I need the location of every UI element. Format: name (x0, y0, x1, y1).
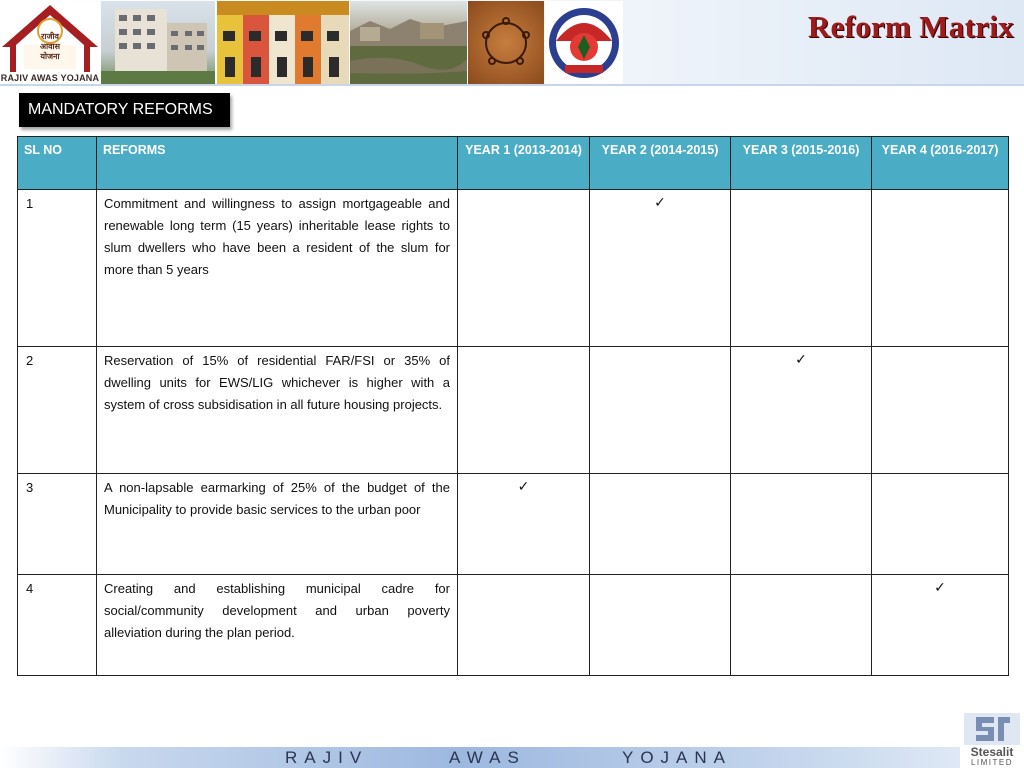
year-cell (590, 190, 731, 347)
year-cell (872, 575, 1009, 676)
check-mark-icon: ✓ (795, 351, 807, 367)
logo-caption: RAJIV AWAS YOJANA (0, 73, 100, 83)
year-cell (458, 347, 590, 474)
year-cell (458, 190, 590, 347)
header-year-2: YEAR 2 (2014-2015) (590, 137, 731, 190)
header-sl-no: SL NO (18, 137, 97, 190)
table-row (18, 474, 1009, 575)
footer-word: RAJIV (285, 748, 369, 767)
row-reform-text: Reservation of 15% of residential FAR/FSI or 35% of dwelling units for EWS/LIG whichever is higher with a system of cross subsidisation in all future housing projects. (97, 347, 458, 474)
row-sl-number: 3 (18, 474, 97, 575)
colorful-houses-photo (217, 1, 349, 84)
table-header-row (18, 137, 1009, 190)
page-title: Reform Matrix (807, 9, 1014, 44)
slum-area-photo (350, 1, 467, 84)
year-cell (872, 347, 1009, 474)
reform-matrix-table (17, 136, 1009, 676)
row-sl-number: 1 (18, 190, 97, 347)
header-reforms: REFORMS (97, 137, 458, 190)
row-reform-text: A non-lapsable earmarking of 25% of the budget of the Municipality to provide basic services to the urban poor (97, 474, 458, 575)
brand-name: Stesalit (970, 745, 1014, 759)
year-cell (731, 347, 872, 474)
header-year-1: YEAR 1 (2013-2014) (458, 137, 590, 190)
check-mark-icon: ✓ (934, 579, 946, 595)
footer-word: AWAS (449, 748, 526, 767)
year-cell (590, 347, 731, 474)
row-reform-text: Creating and establishing municipal cadre for social/community development and urban poverty alleviation during the plan period. (97, 575, 458, 676)
row-sl-number: 4 (18, 575, 97, 676)
apartment-building-photo (101, 1, 215, 84)
banner-divider (0, 84, 1024, 86)
community-circle-photo (468, 1, 544, 84)
table-row (18, 575, 1009, 676)
year-cell (731, 575, 872, 676)
year-cell (731, 190, 872, 347)
year-cell (872, 474, 1009, 575)
municipal-emblem (545, 1, 623, 84)
stesalit-logo (960, 711, 1024, 768)
check-mark-icon: ✓ (517, 478, 530, 494)
year-cell (731, 474, 872, 575)
year-cell (590, 474, 731, 575)
logo-hindi-text: राजीव आवास योजना (39, 31, 61, 61)
table-row (18, 347, 1009, 474)
brand-sub: LIMITED (970, 758, 1014, 767)
row-reform-text: Commitment and willingness to assign mortgageable and renewable long term (15 years) inheritable lease rights to slum dwellers who have been a resident of the slum for more than 5 years (97, 190, 458, 347)
table-row (18, 190, 1009, 347)
year-cell (590, 575, 731, 676)
header-year-3: YEAR 3 (2015-2016) (731, 137, 872, 190)
row-sl-number: 2 (18, 347, 97, 474)
section-label: MANDATORY REFORMS (19, 93, 230, 127)
year-cell (872, 190, 1009, 347)
stesalit-mark-icon (960, 711, 1024, 747)
year-cell (458, 474, 590, 575)
check-mark-icon: ✓ (654, 194, 666, 210)
header-year-4: YEAR 4 (2016-2017) (872, 137, 1009, 190)
footer-word: YOJANA (622, 748, 733, 767)
rajiv-awas-yojana-logo (0, 1, 100, 84)
year-cell (458, 575, 590, 676)
